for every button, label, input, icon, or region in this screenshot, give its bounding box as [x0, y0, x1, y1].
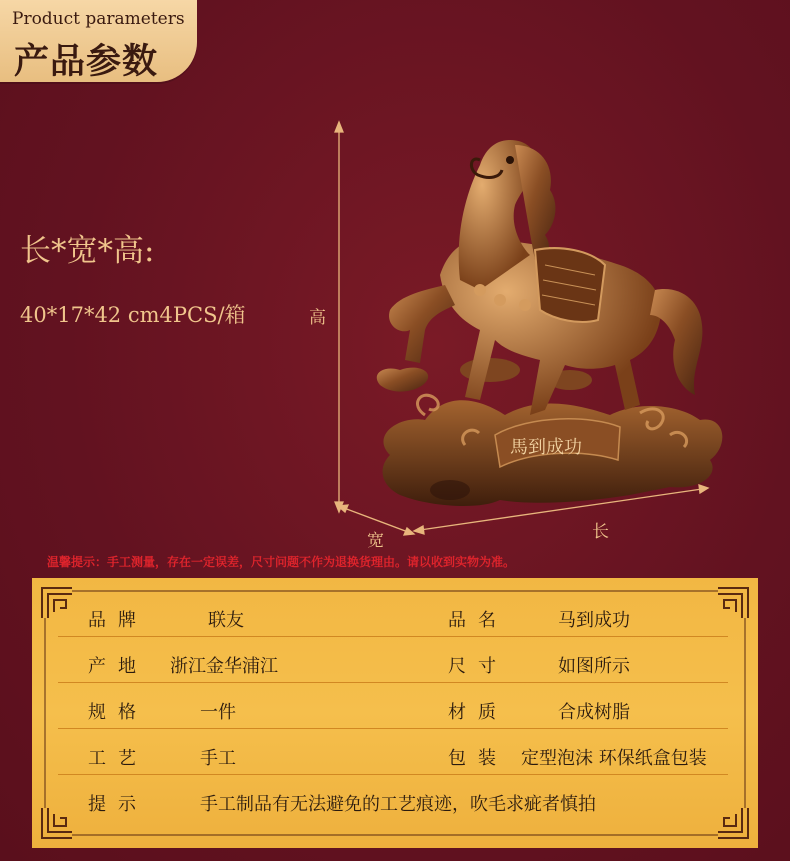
- row-key: 材质: [448, 702, 508, 723]
- row-key: 产地: [88, 656, 148, 677]
- row-value: 马到成功: [558, 610, 630, 631]
- row-key: 包装: [448, 748, 508, 769]
- notice-text: 温馨提示：手工测量，存在一定误差，尺寸问题不作为退换货理由。请以收到实物为准。: [47, 555, 516, 569]
- tip-key: 提示: [88, 794, 148, 815]
- table-row: [58, 596, 728, 640]
- dimensions-title: 长*宽*高:: [20, 233, 155, 269]
- row-value: 如图所示: [558, 656, 630, 677]
- label-height: 高: [309, 308, 326, 328]
- table-row: [58, 642, 728, 686]
- row-value: 联友: [208, 610, 244, 631]
- row-key: 尺寸: [448, 656, 508, 677]
- dimensions-value: 40*17*42 cm4PCS/箱: [20, 303, 246, 327]
- row-value: 定型泡沫 环保纸盒包装: [521, 748, 707, 769]
- row-value: 合成树脂: [558, 702, 630, 723]
- plaque-text: 馬到成功: [510, 437, 582, 458]
- horse-statue-image: [330, 115, 750, 545]
- tip-value: 手工制品有无法避免的工艺痕迹，吹毛求疵者慎拍: [200, 794, 596, 815]
- row-value: 一件: [200, 702, 236, 723]
- row-key: 工艺: [88, 748, 148, 769]
- row-key: 品名: [448, 610, 508, 631]
- header-title-en: Product parameters: [12, 9, 185, 29]
- table-row: [58, 780, 728, 824]
- header-title-cn: 产品参数: [14, 42, 159, 82]
- table-row: [58, 734, 728, 778]
- row-key: 品牌: [88, 610, 148, 631]
- table-row: [58, 688, 728, 732]
- row-key: 规格: [88, 702, 148, 723]
- label-width: 宽: [367, 531, 384, 551]
- label-length: 长: [592, 522, 609, 542]
- row-value: 浙江金华浦江: [170, 656, 278, 677]
- row-value: 手工: [200, 748, 236, 769]
